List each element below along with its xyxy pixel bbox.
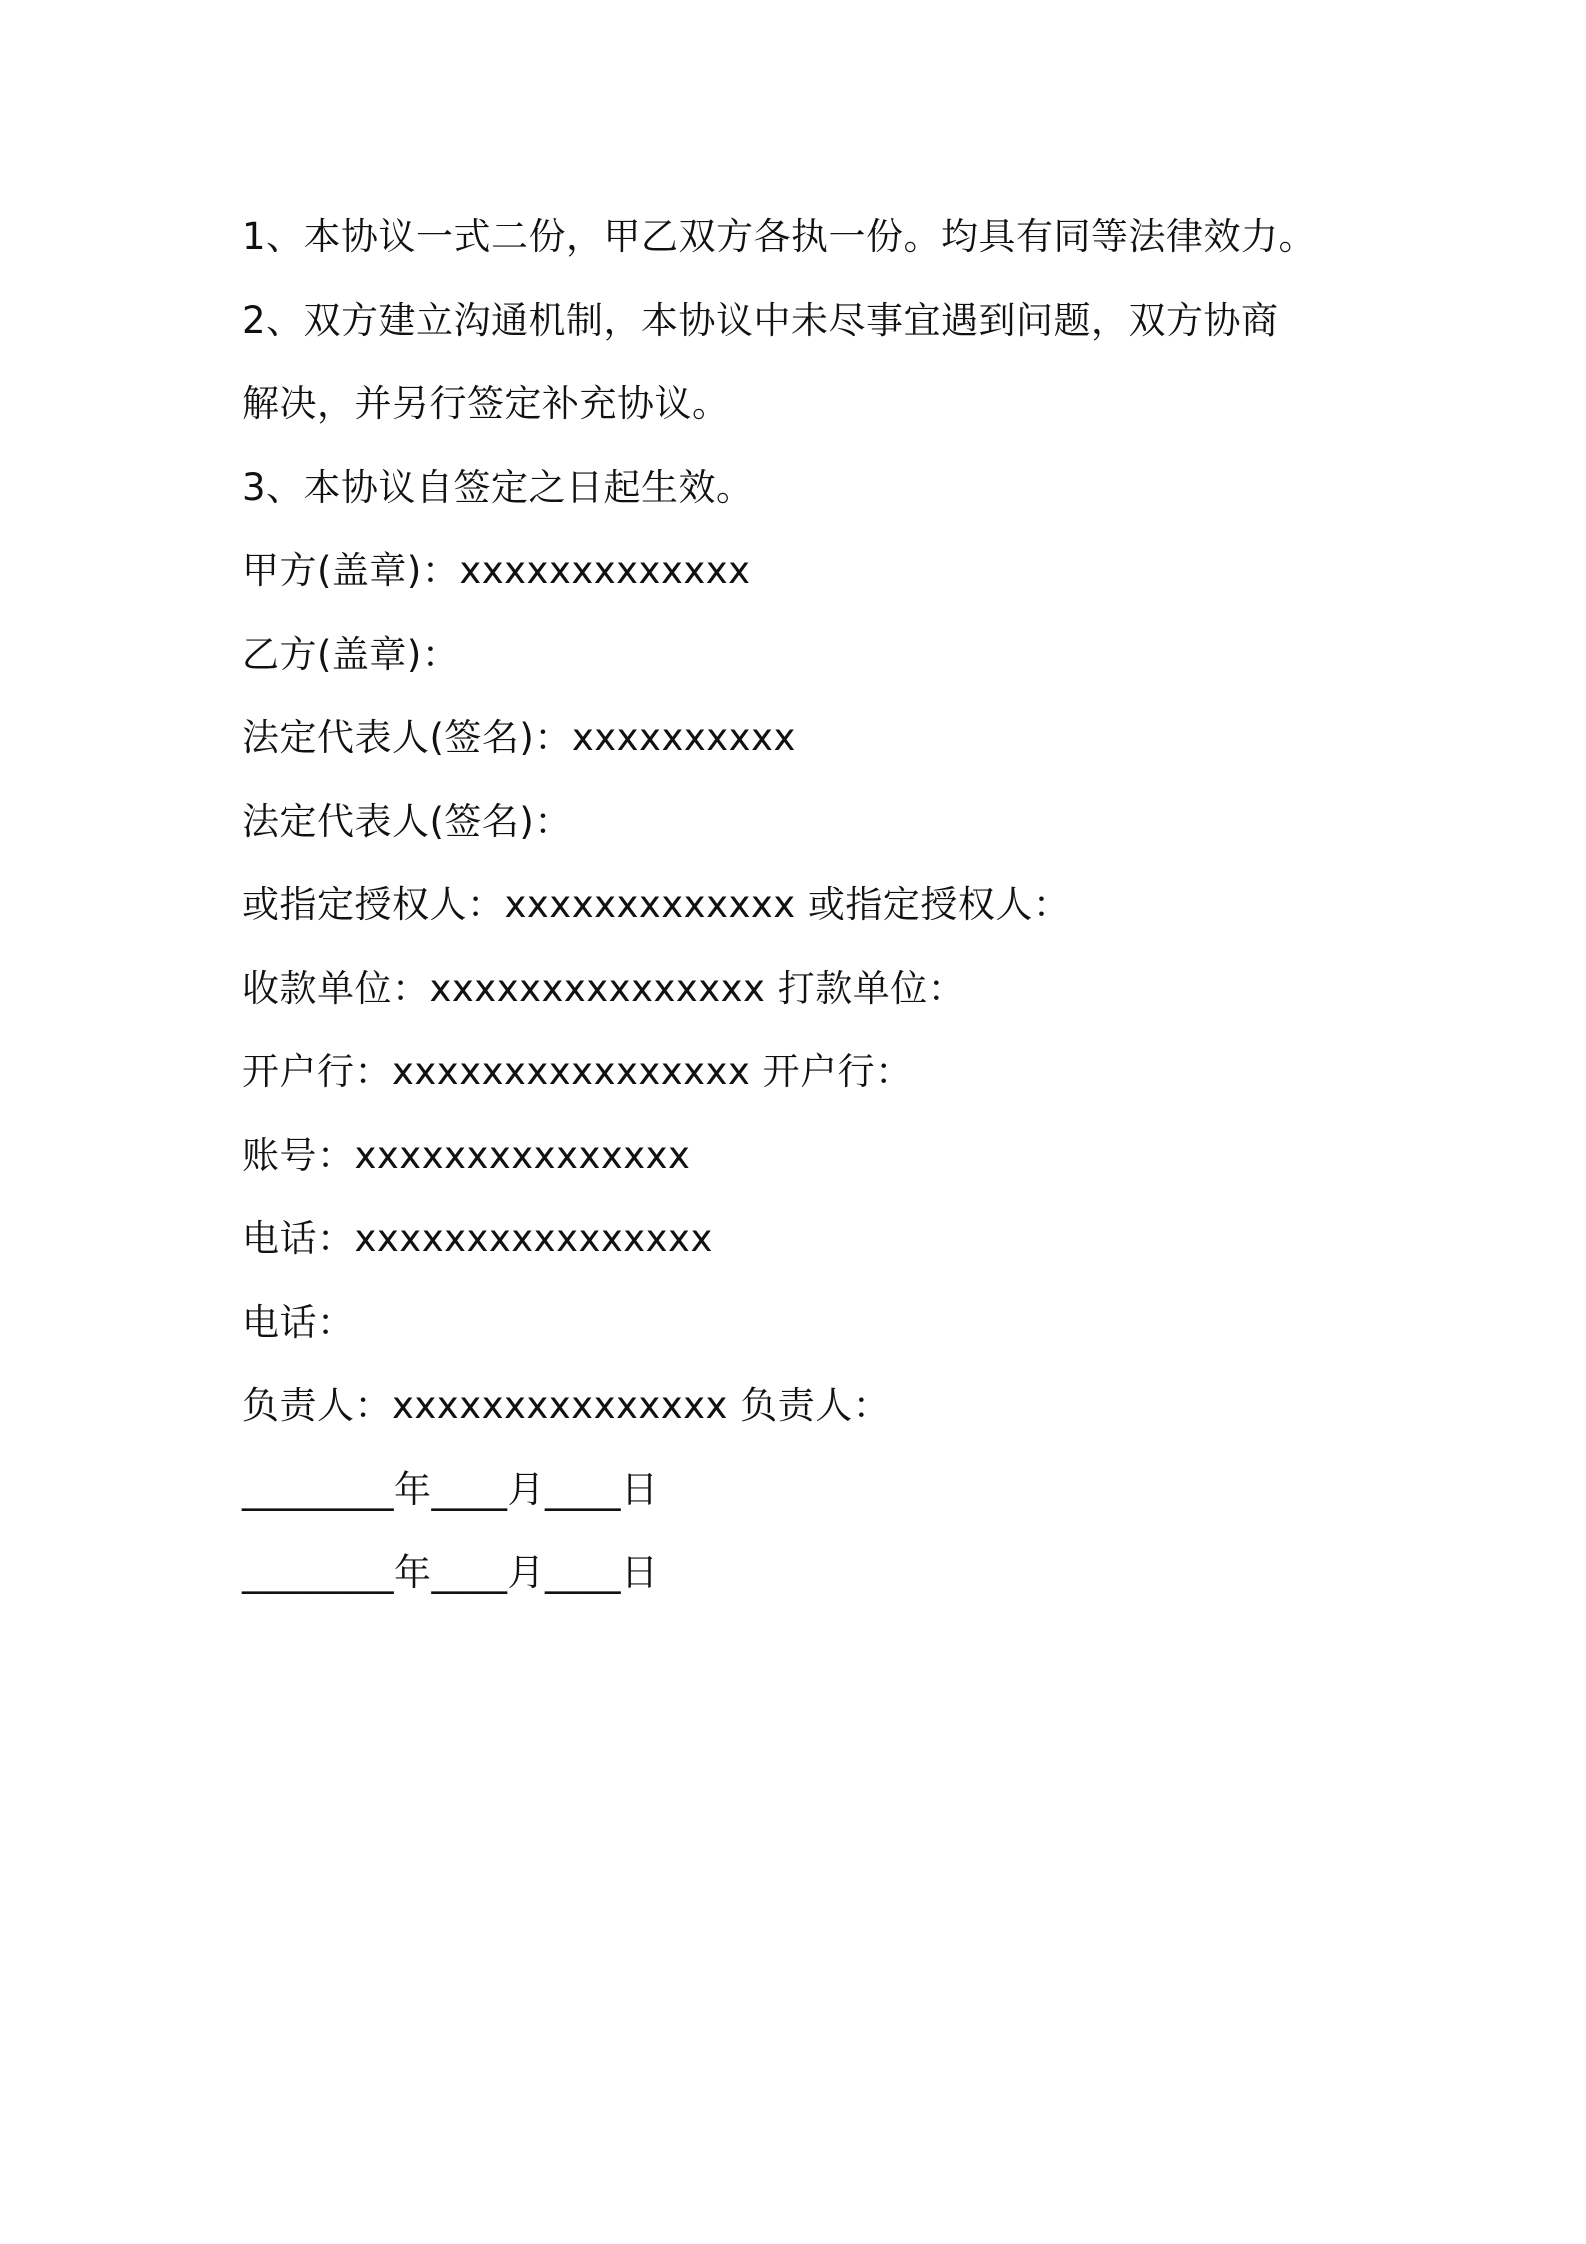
date-line-a: ________年____月____日 [242,1467,659,1511]
date-line-b: ________年____月____日 [242,1551,659,1594]
person-in-charge-line: 负责人：xxxxxxxxxxxxxxx 负责人： [242,1384,891,1427]
phone-a-line: 电话：xxxxxxxxxxxxxxxx [242,1217,713,1260]
authorized-person-line: 或指定授权人：xxxxxxxxxxxxx 或指定授权人： [242,883,1071,926]
clause-2-continued-line: 解决，并另行签定补充协议。 [242,382,730,425]
bank-line: 开户行：xxxxxxxxxxxxxxxx 开户行： [242,1050,913,1093]
legal-rep-a-line: 法定代表人(签名)：xxxxxxxxxx [242,716,796,759]
party-b-seal-line: 乙方(盖章)： [242,632,460,676]
phone-b-line: 电话： [242,1300,355,1344]
clause-2-line: 2、双方建立沟通机制，本协议中未尽事宜遇到问题，双方协商 [242,298,1279,342]
clause-1-line: 1、本协议一式二份，甲乙双方各执一份。均具有同等法律效力。 [242,215,1317,258]
clause-3-line: 3、本协议自签定之日起生效。 [242,465,754,509]
legal-rep-b-line: 法定代表人(签名)： [242,799,572,843]
payee-unit-line: 收款单位：xxxxxxxxxxxxxxx 打款单位： [242,966,966,1010]
account-number-line: 账号：xxxxxxxxxxxxxxx [242,1133,691,1177]
document-body [242,195,1442,1615]
party-a-seal-line: 甲方(盖章)：xxxxxxxxxxxxx [242,549,751,592]
